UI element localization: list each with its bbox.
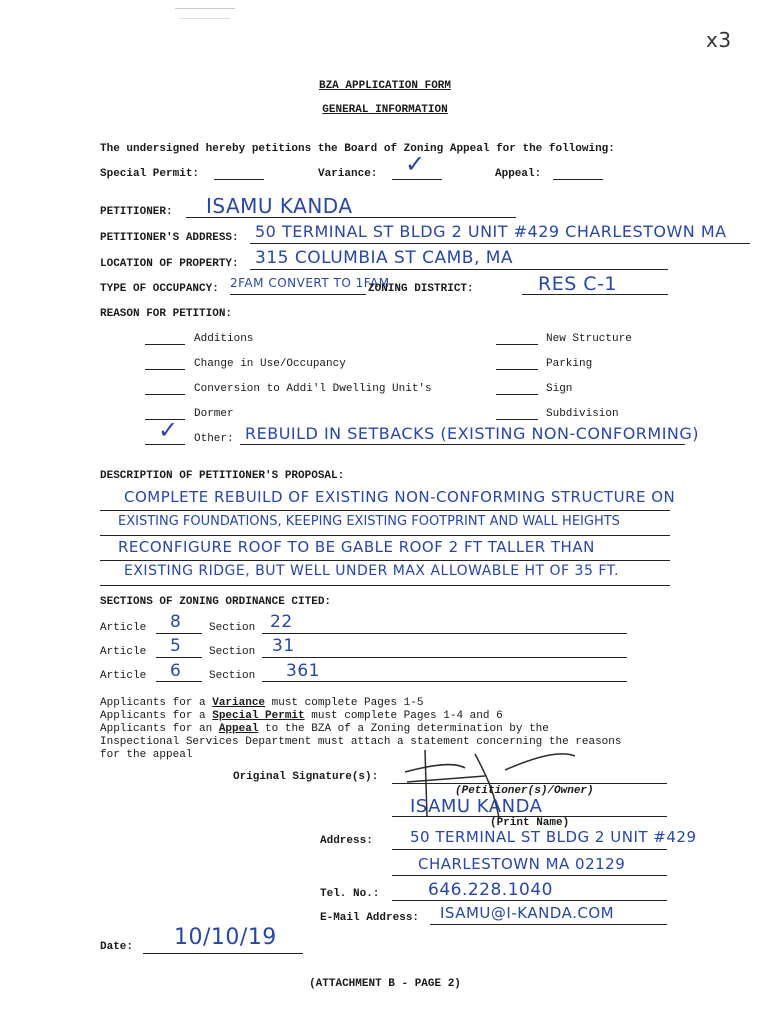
section-label: Section <box>209 670 256 682</box>
reason-new-structure: New Structure <box>546 333 632 345</box>
reason-checkbox[interactable] <box>496 394 538 395</box>
occupancy-value: 2FAM CONVERT TO 1FAM <box>230 276 390 290</box>
signature-label: Original Signature(s): <box>233 771 379 783</box>
email-label: E-Mail Address: <box>320 912 420 924</box>
reason-other-line[interactable] <box>240 444 685 445</box>
section-label: Section <box>209 622 256 634</box>
reason-conversion: Conversion to Addi'l Dwelling Unit's <box>194 383 432 395</box>
date-label: Date: <box>100 941 134 953</box>
print-name-value: ISAMU KANDA <box>410 796 543 817</box>
scan-artifact-line <box>175 8 235 9</box>
article-line[interactable] <box>156 657 202 658</box>
signature-role-label: (Petitioner(s)/Owner) <box>455 785 594 797</box>
address-line[interactable] <box>392 849 667 850</box>
print-name-label: (Print Name) <box>490 817 570 829</box>
appeal-label: Appeal: <box>495 168 542 180</box>
variance-label: Variance: <box>318 168 378 180</box>
section-value: 361 <box>286 661 320 681</box>
reason-checkbox[interactable] <box>496 419 538 420</box>
reason-parking: Parking <box>546 358 593 370</box>
proposal-text-line: RECONFIGURE ROOF TO BE GABLE ROOF 2 FT TALLER THAN <box>118 538 595 556</box>
form-title: BZA APPLICATION FORM <box>318 80 452 92</box>
reason-subdivision: Subdivision <box>546 408 619 420</box>
article-line[interactable] <box>156 681 202 682</box>
variance-blank[interactable] <box>392 179 442 180</box>
article-label: Article <box>100 670 147 682</box>
note-appeal-cont: Inspectional Services Department must attach a statement concerning the reasons <box>100 736 622 748</box>
petitioner-label: PETITIONER: <box>100 206 173 218</box>
proposal-text-line: COMPLETE REBUILD OF EXISTING NON-CONFORMING STRUCTURE ON <box>124 488 676 506</box>
proposal-text-line: EXISTING FOUNDATIONS, KEEPING EXISTING FOOTPRINT AND WALL HEIGHTS <box>118 514 620 529</box>
proposal-line[interactable] <box>100 560 670 561</box>
address-value-line1: 50 TERMINAL ST BLDG 2 UNIT #429 <box>410 828 697 846</box>
section-line[interactable] <box>262 681 627 682</box>
zoning-district-label: ZONING DISTRICT: <box>368 283 474 295</box>
tel-value: 646.228.1040 <box>428 880 553 900</box>
location-label: LOCATION OF PROPERTY: <box>100 258 239 270</box>
address-line[interactable] <box>392 875 667 876</box>
section-line[interactable] <box>262 657 627 658</box>
reason-checkbox[interactable] <box>496 369 538 370</box>
reason-checkbox[interactable] <box>496 344 538 345</box>
petitioner-address-label: PETITIONER'S ADDRESS: <box>100 232 239 244</box>
reason-label: REASON FOR PETITION: <box>100 308 233 320</box>
form-subtitle: GENERAL INFORMATION <box>322 104 448 116</box>
email-value: ISAMU@I-KANDA.COM <box>440 904 615 922</box>
occupancy-label: TYPE OF OCCUPANCY: <box>100 283 219 295</box>
date-value: 10/10/19 <box>174 925 277 950</box>
proposal-label: DESCRIPTION OF PETITIONER'S PROPOSAL: <box>100 470 345 482</box>
intro-text: The undersigned hereby petitions the Board of Zoning Appeal for the following: <box>100 143 615 155</box>
special-permit-blank[interactable] <box>214 179 264 180</box>
variance-check-mark: ✓ <box>405 150 426 178</box>
reason-change-in-use: Change in Use/Occupancy <box>194 358 346 370</box>
page-footer: (ATTACHMENT B - PAGE 2) <box>309 978 461 990</box>
article-value: 8 <box>170 612 182 632</box>
note-special-permit: Applicants for a Special Permit must complete Pages 1-4 and 6 <box>100 710 503 722</box>
petitioner-value: ISAMU KANDA <box>206 194 353 218</box>
scan-artifact-line <box>180 18 230 19</box>
zoning-district-value: RES C-1 <box>538 273 618 295</box>
reason-other-check-mark: ✓ <box>158 416 179 444</box>
address-label: Address: <box>320 835 373 847</box>
address-value-line2: CHARLESTOWN MA 02129 <box>418 855 626 873</box>
appeal-blank[interactable] <box>553 179 603 180</box>
reason-other-label: Other: <box>194 433 234 445</box>
article-label: Article <box>100 622 147 634</box>
reason-checkbox[interactable] <box>145 369 185 370</box>
section-line[interactable] <box>262 633 627 634</box>
article-value: 5 <box>170 636 182 656</box>
corner-mark: x3 <box>706 28 732 52</box>
section-value: 22 <box>270 612 293 632</box>
section-value: 31 <box>272 636 295 656</box>
petitioner-address-value: 50 TERMINAL ST BLDG 2 UNIT #429 CHARLESTOWN MA <box>255 222 727 241</box>
reason-sign: Sign <box>546 383 573 395</box>
reason-dormer: Dormer <box>194 408 234 420</box>
article-value: 6 <box>170 661 182 681</box>
ordinance-label: SECTIONS OF ZONING ORDINANCE CITED: <box>100 596 332 608</box>
article-label: Article <box>100 646 147 658</box>
proposal-line[interactable] <box>100 510 670 511</box>
article-line[interactable] <box>156 633 202 634</box>
reason-additions: Additions <box>194 333 254 345</box>
location-line[interactable] <box>250 269 668 270</box>
location-value: 315 COLUMBIA ST CAMB, MA <box>255 248 514 268</box>
note-appeal-end: for the appeal <box>100 749 193 761</box>
reason-checkbox[interactable] <box>145 394 185 395</box>
special-permit-label: Special Permit: <box>100 168 200 180</box>
reason-other-checkbox[interactable] <box>145 444 185 445</box>
reason-other-value: REBUILD IN SETBACKS (EXISTING NON-CONFORMING) <box>245 424 700 443</box>
email-line[interactable] <box>430 924 667 925</box>
proposal-text-line: EXISTING RIDGE, BUT WELL UNDER MAX ALLOWABLE HT OF 35 FT. <box>124 563 619 579</box>
tel-line[interactable] <box>392 900 667 901</box>
petitioner-address-line[interactable] <box>250 243 750 244</box>
note-variance: Applicants for a Variance must complete Pages 1-5 <box>100 697 424 709</box>
tel-label: Tel. No.: <box>320 888 380 900</box>
occupancy-line[interactable] <box>230 294 366 295</box>
date-line[interactable] <box>143 953 303 954</box>
section-label: Section <box>209 646 256 658</box>
note-appeal: Applicants for an Appeal to the BZA of a Zoning determination by the <box>100 723 549 735</box>
reason-checkbox[interactable] <box>145 344 185 345</box>
proposal-line[interactable] <box>100 585 670 586</box>
proposal-line[interactable] <box>100 535 670 536</box>
